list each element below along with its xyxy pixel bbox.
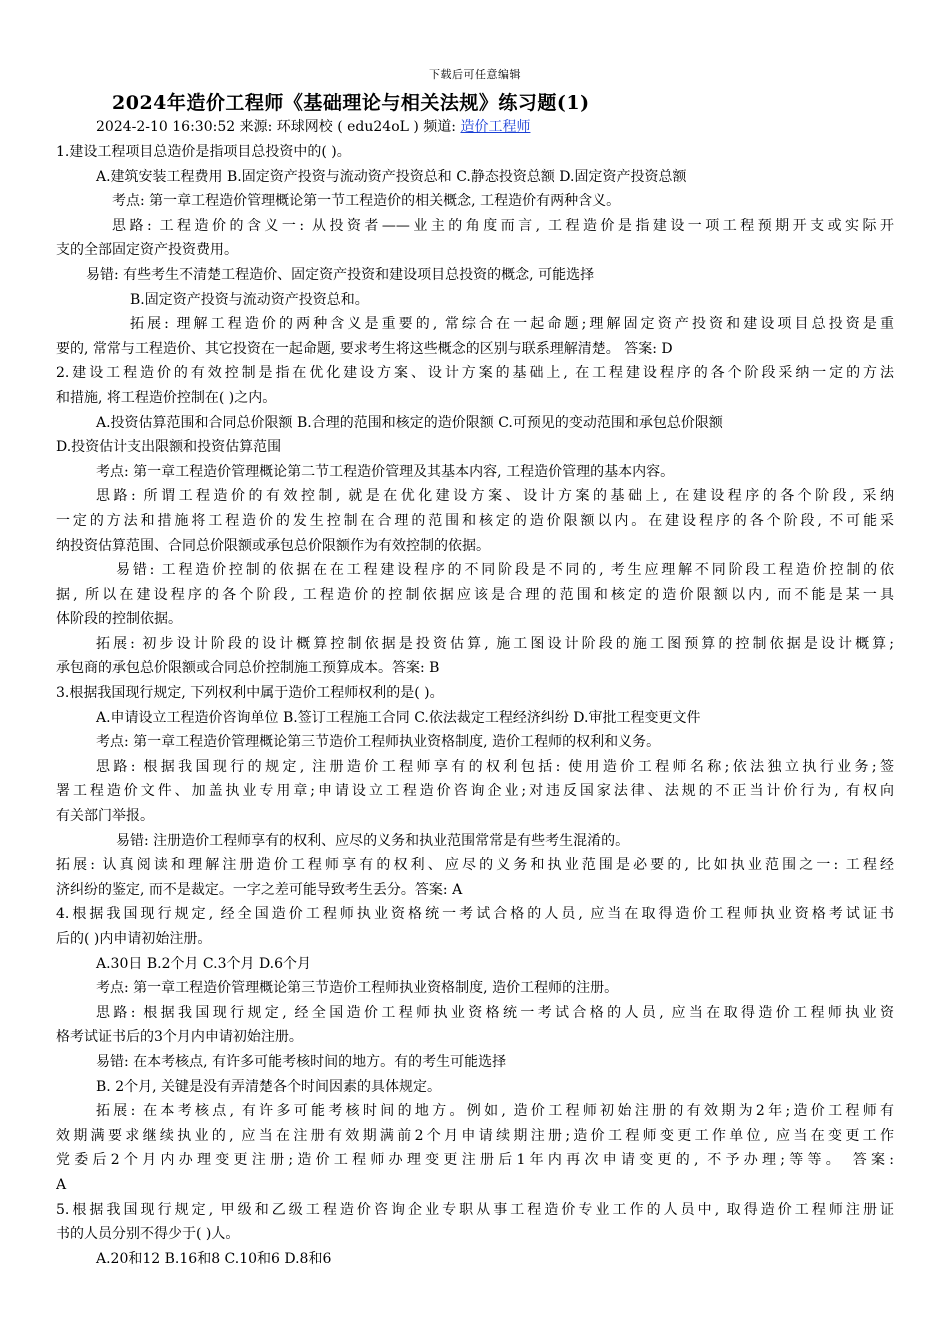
extension-cont: 要的, 常常与工程造价、其它投资在一起命题, 要求考生将这些概念的区别与联系理解清楚。 答案: D	[56, 340, 673, 357]
article-body	[56, 140, 894, 1271]
document-title: 2024年造价工程师《基础理论与相关法规》练习题(1)	[112, 92, 590, 114]
reasoning-cont: 一定的方法和措施将工程造价的发生控制在合理的范围和核定的造价限额以内。在建设程序的各个阶段, 不可能采	[56, 512, 894, 529]
exam-point: 考点: 第一章工程造价管理概论第三节造价工程师执业资格制度, 造价工程师的注册。	[96, 980, 619, 997]
meta-date-source: 2024-2-10 16:30:52 来源: 环球网校 ( edu24oL ) 频道:	[96, 119, 461, 135]
question-3: 3.根据我国现行规定, 下列权利中属于造价工程师权利的是( )。	[56, 685, 444, 702]
extension-cont: 效期满要求继续执业的, 应当在注册有效期满前2个月申请续期注册;造价工程师变更工作单位, 应当在变更工作	[56, 1127, 894, 1144]
reasoning: 思路: 根据我国现行的规定, 注册造价工程师享有的权利包括: 使用造价工程师名称;依法独立执行业务;签	[96, 758, 894, 775]
page-header-note: 下载后可任意编辑	[429, 68, 521, 81]
question-2-options: A.投资估算范围和合同总价限额 B.合理的范围和核定的造价限额 C.可预见的变动范围和承包总价限额	[96, 414, 723, 431]
reasoning: 思路: 所谓工程造价的有效控制, 就是在优化建设方案、设计方案的基础上, 在建设程序的各个阶段, 采纳	[96, 488, 894, 505]
question-4-cont: 后的( )内申请初始注册。	[56, 931, 212, 947]
reasoning-cont: 署工程造价文件、加盖执业专用章;申请设立工程造价咨询企业;对违反国家法律、法规的不正当计价行为, 有权向	[56, 783, 894, 800]
reasoning-cont: 有关部门举报。	[56, 808, 154, 825]
article-meta	[96, 116, 530, 136]
reasoning: 思路: 工程造价的含义一: 从投资者——业主的角度而言, 工程造价是指建设一项工程预期开支或实际开	[112, 217, 894, 234]
extension-cont: 党委后2个月内办理变更注册;造价工程师办理变更注册后1年内再次申请变更的, 不予办理;等等。 答案:	[56, 1152, 894, 1169]
mistake-cont: 体阶段的控制依据。	[56, 611, 182, 628]
extension-cont: 承包商的承包总价限额或合同总价控制施工预算成本。答案: B	[56, 660, 440, 677]
question-3-options: A.申请设立工程造价咨询单位 B.签订工程施工合同 C.依法裁定工程经济纠纷 D.审批工程变更文件	[96, 709, 701, 726]
extension-cont: 济纠纷的鉴定, 而不是裁定。一字之差可能导致考生丢分。答案: A	[56, 881, 463, 898]
question-4-options: A.30日 B.2个月 C.3个月 D.6个月	[96, 955, 312, 972]
common-mistake: 易错: 工程造价控制的依据在在工程建设程序的不同阶段是不同的, 考生应理解不同阶段工程造价控制的依	[116, 562, 894, 579]
extension: 拓展: 在本考核点, 有许多可能考核时间的地方。例如, 造价工程师初始注册的有效期为2年;造价工程师有	[96, 1103, 894, 1120]
extension: 拓展: 初步设计阶段的设计概算控制依据是投资估算, 施工图设计阶段的施工图预算的控制依据是设计概算;	[96, 635, 894, 652]
exam-point: 考点: 第一章工程造价管理概论第二节工程造价管理及其基本内容, 工程造价管理的基本内容。	[96, 463, 675, 480]
reasoning-cont: 格考试证书后的3个月内申请初始注册。	[56, 1029, 303, 1046]
extension: 拓展: 认真阅读和理解注册造价工程师享有的权利、应尽的义务和执业范围是必要的, 比如执业范围之一: 工程经	[56, 857, 894, 874]
question-5-cont: 书的人员分别不得少于( )人。	[56, 1226, 240, 1243]
question-5-options: A.20和12 B.16和8 C.10和6 D.8和6	[96, 1250, 332, 1267]
common-mistake: 易错: 在本考核点, 有许多可能考核时间的地方。有的考生可能选择	[96, 1053, 507, 1070]
question-2: 2.建设工程造价的有效控制是指在优化建设方案、设计方案的基础上, 在工程建设程序的各个阶段采纳一定的方法	[56, 365, 894, 382]
question-2-option-d: D.投资估计支出限额和投资估算范围	[56, 439, 282, 456]
question-5: 5.根据我国现行规定, 甲级和乙级工程造价咨询企业专职从事工程造价专业工作的人员中, 取得造价工程师注册证	[56, 1201, 894, 1218]
extension: 拓展: 理解工程造价的两种含义是重要的, 常综合在一起命题;理解固定资产投资和建设项目总投资是重	[130, 316, 894, 333]
mistake-cont: B. 2个月, 关键是没有弄清楚各个时间因素的具体规定。	[96, 1078, 441, 1095]
question-2-cont: 和措施, 将工程造价控制在( )之内。	[56, 389, 277, 406]
reasoning-cont: 纳投资估算范围、合同总价限额或承包总价限额作为有效控制的依据。	[56, 537, 490, 554]
question-4: 4.根据我国现行规定, 经全国造价工程师执业资格统一考试合格的人员, 应当在取得造价工程师执业资格考试证书	[56, 906, 894, 923]
mistake-cont: B.固定资产投资与流动资产投资总和。	[130, 291, 369, 308]
reasoning-cont: 支的全部固定资产投资费用。	[56, 242, 238, 259]
question-1: 1.建设工程项目总造价是指项目总投资中的( )。	[56, 144, 351, 160]
exam-point: 考点: 第一章工程造价管理概论第三节造价工程师执业资格制度, 造价工程师的权利和义务。	[96, 734, 661, 751]
channel-link[interactable]: 造价工程师	[460, 119, 531, 135]
exam-point: 考点: 第一章工程造价管理概论第一节工程造价的相关概念, 工程造价有两种含义。	[112, 193, 621, 210]
common-mistake: 易错: 有些考生不清楚工程造价、固定资产投资和建设项目总投资的概念, 可能选择	[86, 266, 595, 283]
answer: A	[56, 1176, 67, 1193]
question-1-options: A.建筑安装工程费用 B.固定资产投资与流动资产投资总和 C.静态投资总额 D.固定资产投资总额	[96, 168, 687, 185]
common-mistake: 易错: 注册造价工程师享有的权利、应尽的义务和执业范围常常是有些考生混淆的。	[116, 832, 630, 849]
reasoning: 思路: 根据我国现行规定, 经全国造价工程师执业资格统一考试合格的人员, 应当在取得造价工程师执业资	[96, 1004, 894, 1021]
mistake-cont: 据, 所以在建设程序的各个阶段, 工程造价的控制依据应该是合理的范围和核定的造价限额以内, 而不能是某一具	[56, 586, 894, 603]
